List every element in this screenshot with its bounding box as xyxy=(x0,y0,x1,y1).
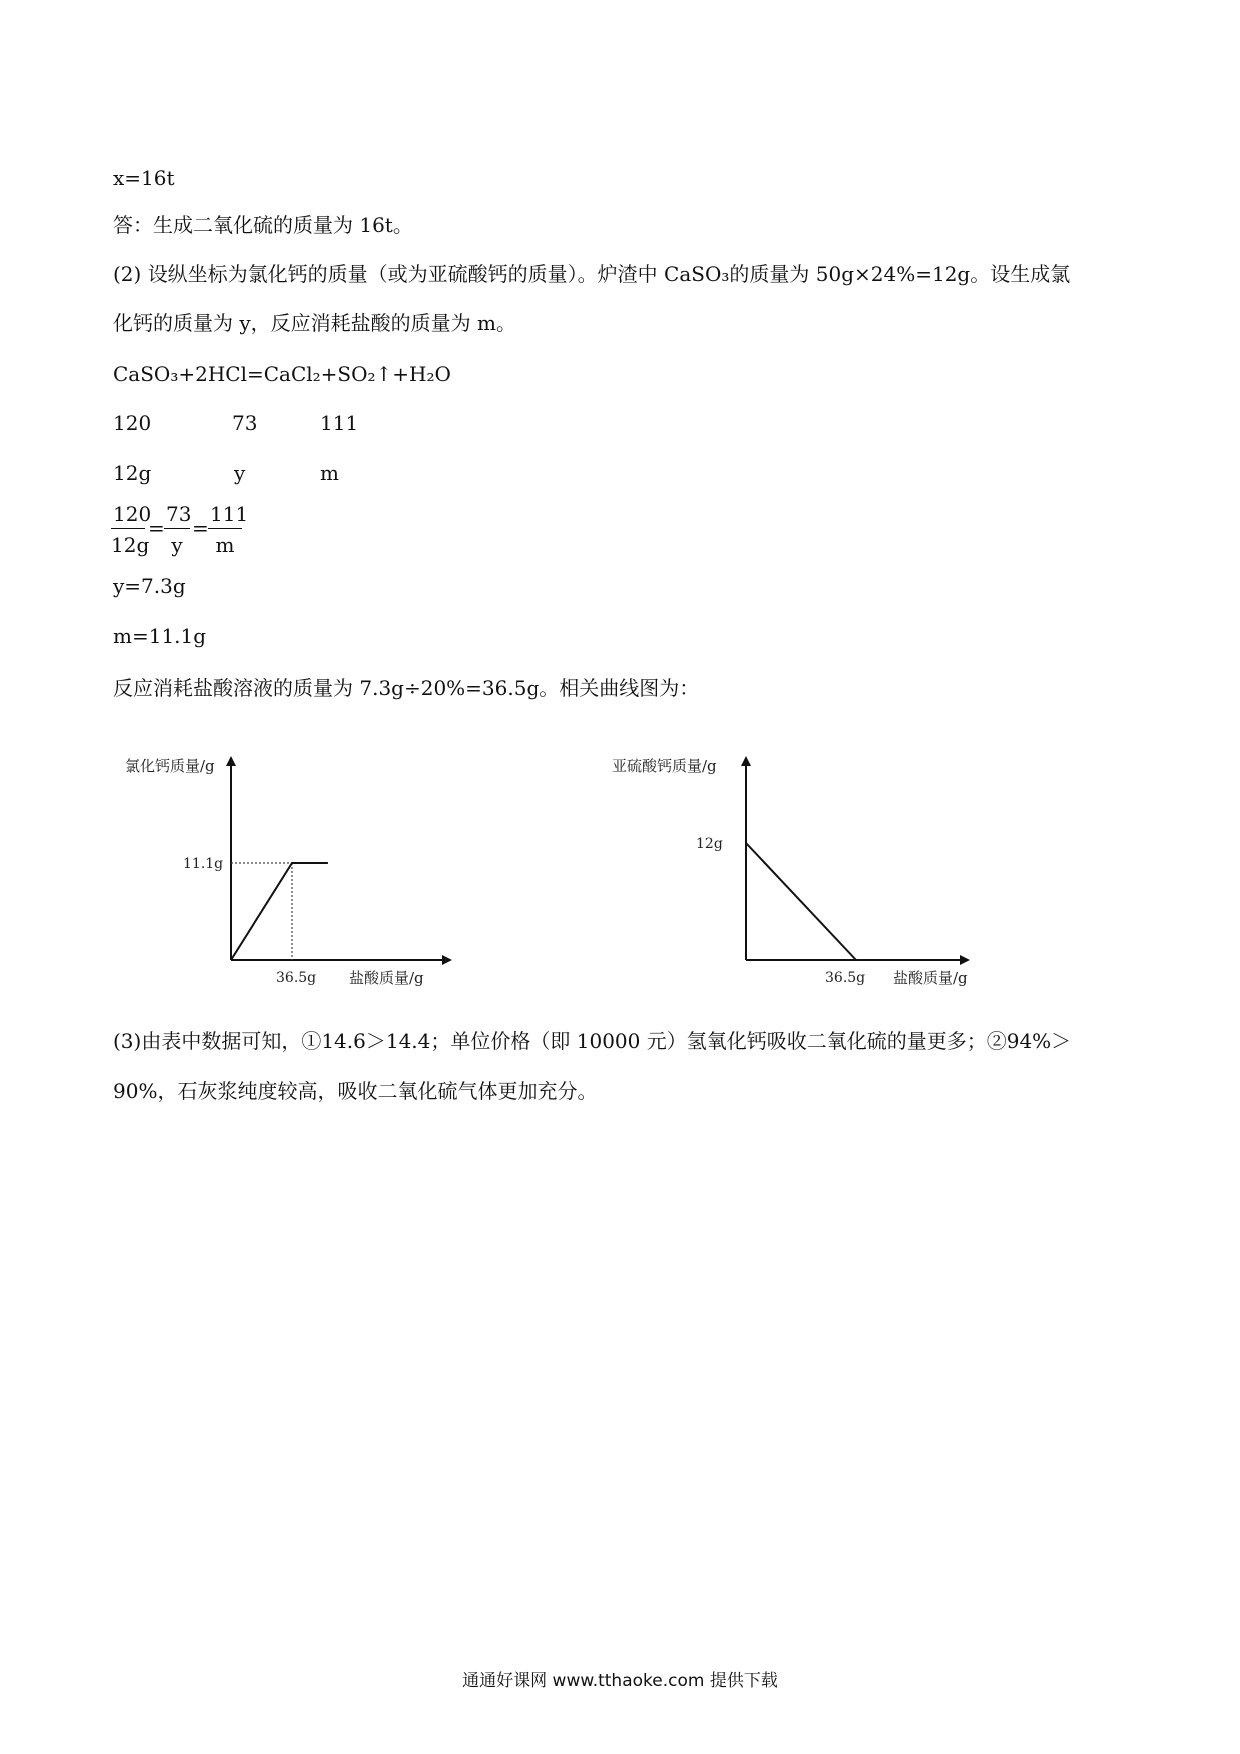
chemical-equation: CaSO₃+2HCl=CaCl₂+SO₂↑+H₂O xyxy=(113,362,451,386)
chart1-x-label: 盐酸质量/g xyxy=(349,969,424,987)
chart1-y-label: 氯化钙质量/g xyxy=(125,757,215,775)
part-3-comparison: (3)由表中数据可知，①14.6＞14.4；单位价格（即 10000 元）氢氧化钙吸收二氧化硫的量更多；②94%＞ xyxy=(113,1029,1072,1053)
fraction-2-numerator: 73 xyxy=(164,502,190,529)
chart2-x-tick: 36.5g xyxy=(825,970,866,986)
chart2-y-label: 亚硫酸钙质量/g xyxy=(612,757,717,775)
chart1-curve xyxy=(231,863,328,960)
part-3-conclusion: 90%，石灰浆纯度较高，吸收二氧化硫气体更加充分。 xyxy=(113,1079,598,1103)
chart2-y-tick: 12g xyxy=(696,836,723,852)
part-2-intro: (2) 设纵坐标为氯化钙的质量（或为亚硫酸钙的质量）。炉渣中 CaSO₃的质量为 50g×24%=12g。设生成氯 xyxy=(113,262,1071,286)
calcium-sulfite-chart xyxy=(612,757,968,987)
actual-mass-1: 12g xyxy=(113,461,152,485)
fraction-2-denominator: y xyxy=(171,533,183,557)
fraction-3-denominator: m xyxy=(215,533,235,557)
unknown-y: y xyxy=(234,461,246,485)
chart1-y-tick: 11.1g xyxy=(183,856,224,872)
part-2-intro-cont: 化钙的质量为 y，反应消耗盐酸的质量为 m。 xyxy=(113,311,516,335)
footer-watermark: 通通好课网 www.tthaoke.com 提供下载 xyxy=(462,1671,778,1691)
chart2-curve xyxy=(746,843,856,960)
fraction-equals-2: = xyxy=(192,516,209,540)
result-x: x=16t xyxy=(113,166,175,190)
result-m: m=11.1g xyxy=(113,624,207,648)
mass-ratio-3: 111 xyxy=(320,411,359,435)
answer-1: 答：生成二氧化硫的质量为 16t。 xyxy=(113,213,413,237)
acid-solution-mass: 反应消耗盐酸溶液的质量为 7.3g÷20%=36.5g。相关曲线图为： xyxy=(113,676,700,700)
fraction-equals-1: = xyxy=(148,516,165,540)
chart2-x-label: 盐酸质量/g xyxy=(893,969,968,987)
mass-ratio-2: 73 xyxy=(232,411,258,435)
fraction-1-denominator: 12g xyxy=(111,533,150,557)
mass-ratio-1: 120 xyxy=(113,411,152,435)
fraction-1-numerator: 120 xyxy=(111,502,145,529)
result-y: y=7.3g xyxy=(113,574,186,598)
unknown-m: m xyxy=(320,461,339,485)
chart1-x-tick: 36.5g xyxy=(276,970,317,986)
calcium-chloride-chart xyxy=(125,757,450,987)
fraction-3-numerator: 111 xyxy=(208,502,242,529)
